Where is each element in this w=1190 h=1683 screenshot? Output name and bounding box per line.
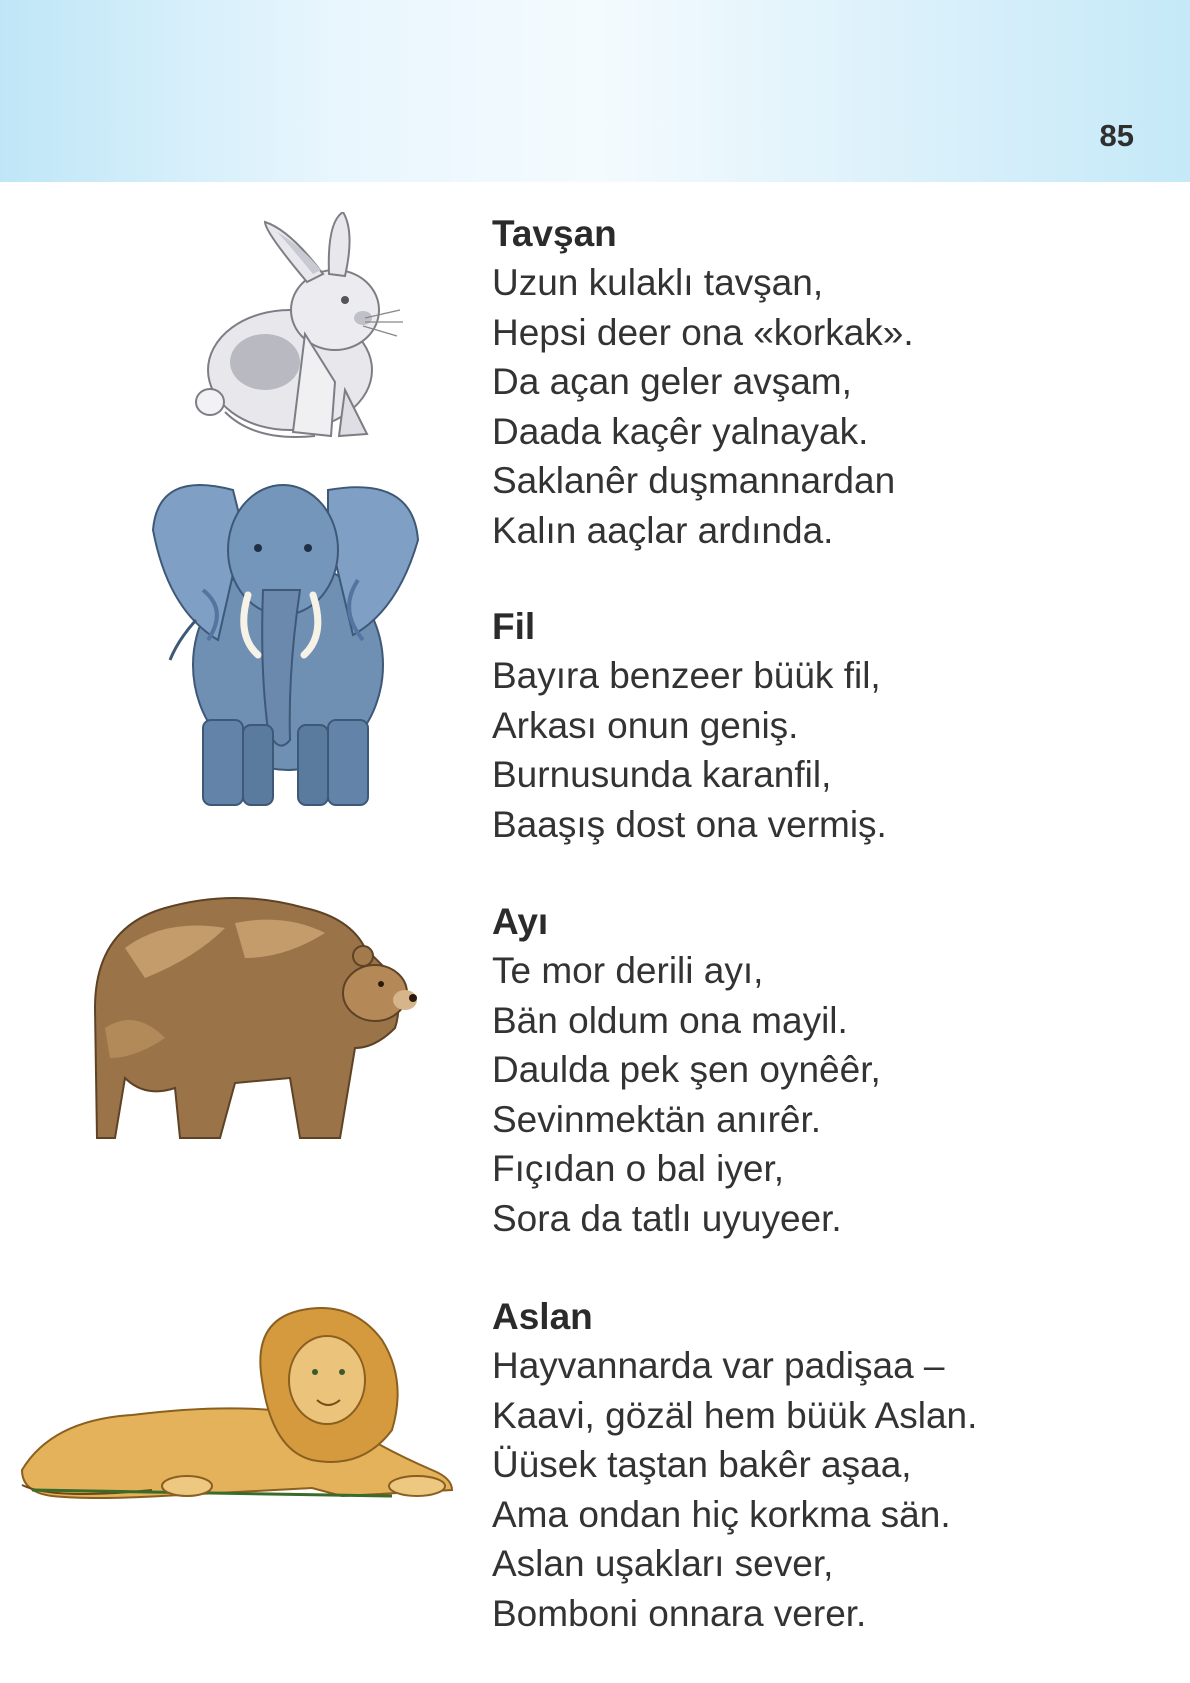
poem-line: Baaşış dost ona vermiş. <box>492 803 887 845</box>
poem-line: Daulda pek şen oynêêr, <box>492 1049 881 1091</box>
poem-title: Tavşan <box>492 213 617 254</box>
poem-title: Fil <box>492 606 536 647</box>
poem-ayi <box>492 898 1132 1244</box>
poem-line: Daada kaçêr yalnayak. <box>492 410 869 452</box>
poem-line: Bomboni onnara verer. <box>492 1592 867 1634</box>
poem-line: Hepsi deer ona «korkak». <box>492 311 914 353</box>
poem-line: Bän oldum ona mayil. <box>492 999 848 1041</box>
rabbit-illustration <box>195 212 410 442</box>
poem-line: Burnusunda karanfil, <box>492 754 832 796</box>
poem-line: Kalın aaçlar ardında. <box>492 509 834 551</box>
poem-title: Ayı <box>492 901 549 942</box>
poem-line: Aslan uşakları sever, <box>492 1543 834 1585</box>
poem-line: Sora da tatlı uyuyeer. <box>492 1197 842 1239</box>
poem-line: Hayvannarda var padişaa – <box>492 1345 945 1386</box>
poem-line: Üüsek taştan bakêr aşaa, <box>492 1444 912 1486</box>
poem-aslan <box>492 1293 1132 1639</box>
poem-line: Sevinmektän anırêr. <box>492 1098 822 1140</box>
poem-line: Da açan geler avşam, <box>492 361 852 403</box>
page-number: 85 <box>1099 118 1134 153</box>
poem-tavsan <box>492 210 1132 556</box>
poem-title: Aslan <box>492 1296 593 1337</box>
lion-illustration <box>12 1300 467 1515</box>
poem-line: Kaavi, gözäl hem büük Aslan. <box>492 1394 978 1436</box>
elephant-illustration <box>148 470 423 815</box>
poem-line: Bayıra benzeer büük fil, <box>492 655 881 696</box>
poem-line: Saklanêr duşmannardan <box>492 460 896 502</box>
poem-line: Te mor derili ayı, <box>492 950 764 991</box>
poem-line: Fıçıdan o bal iyer, <box>492 1148 785 1190</box>
bear-illustration <box>85 888 425 1148</box>
page-header-band <box>0 0 1190 182</box>
poem-line: Ama ondan hiç korkma sän. <box>492 1493 951 1535</box>
poem-line: Uzun kulaklı tavşan, <box>492 262 824 303</box>
poem-line: Arkası onun geniş. <box>492 704 799 746</box>
poem-fil <box>492 603 1132 849</box>
